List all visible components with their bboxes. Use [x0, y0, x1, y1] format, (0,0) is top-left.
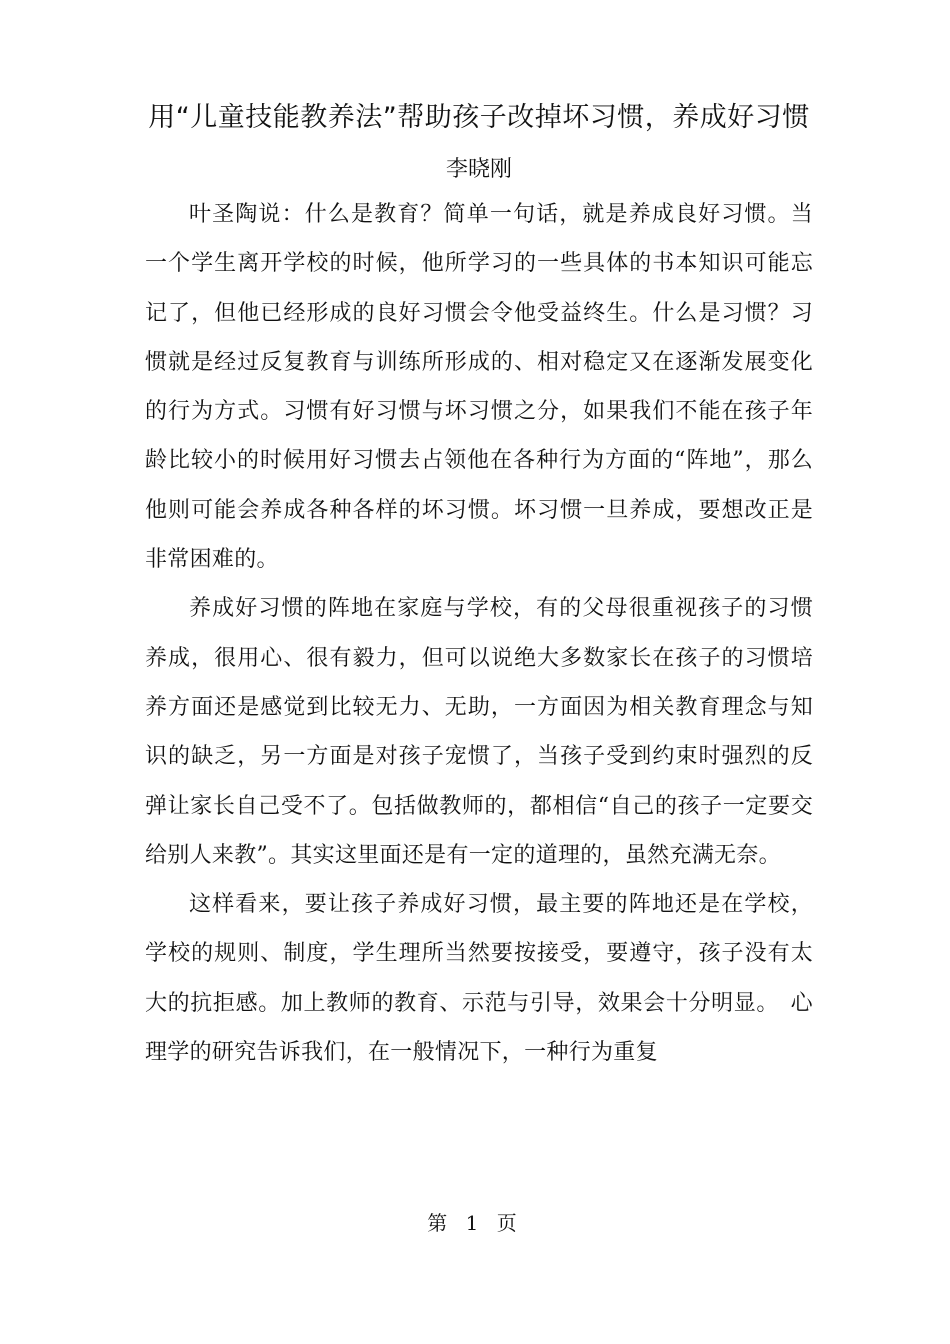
page-number: 第 1 页: [427, 1211, 523, 1235]
paragraph-3: 这样看来，要让孩子养成好习惯，最主要的阵地还是在学校，学校的规则、制度，学生理所当然要按接受，要遵守，孩子没有太大的抗拒感。加上教师的教育、示范与引导，效果会十分明显。 心理学的研究告诉我们，在一般情况下，一种行为重复: [145, 892, 813, 1066]
document-title: 用“儿童技能教养法”帮助孩子改掉坏习惯，养成好习惯: [148, 102, 810, 133]
document-page: [145, 92, 813, 1077]
document-author: 李晓刚: [445, 157, 512, 182]
paragraph-1: 叶圣陶说：什么是教育？简单一句话，就是养成良好习惯。当一个学生离开学校的时候，他所学习的一些具体的书本知识可能忘记了，但他已经形成的良好习惯会令他受益终生。什么是习惯？习惯就是经过反复教育与训练所形成的、相对稳定又在逐渐发展变化的行为方式。习惯有好习惯与坏习惯之分，如果我们不能在孩子年龄比较小的时候用好习惯去占领他在各种行为方面的“阵地”，那么他则可能会养成各种各样的坏习惯。坏习惯一旦养成，要想改正是非常困难的。: [145, 202, 813, 573]
paragraph-2: 养成好习惯的阵地在家庭与学校，有的父母很重视孩子的习惯养成，很用心、很有毅力，但可以说绝大多数家长在孩子的习惯培养方面还是感觉到比较无力、无助，一方面因为相关教育理念与知识的缺乏，另一方面是对孩子宠惯了，当孩子受到约束时强烈的反弹让家长自己受不了。包括做教师的，都相信“自己的孩子一定要交给别人来教”。其实这里面还是有一定的道理的，虽然充满无奈。: [145, 596, 813, 868]
